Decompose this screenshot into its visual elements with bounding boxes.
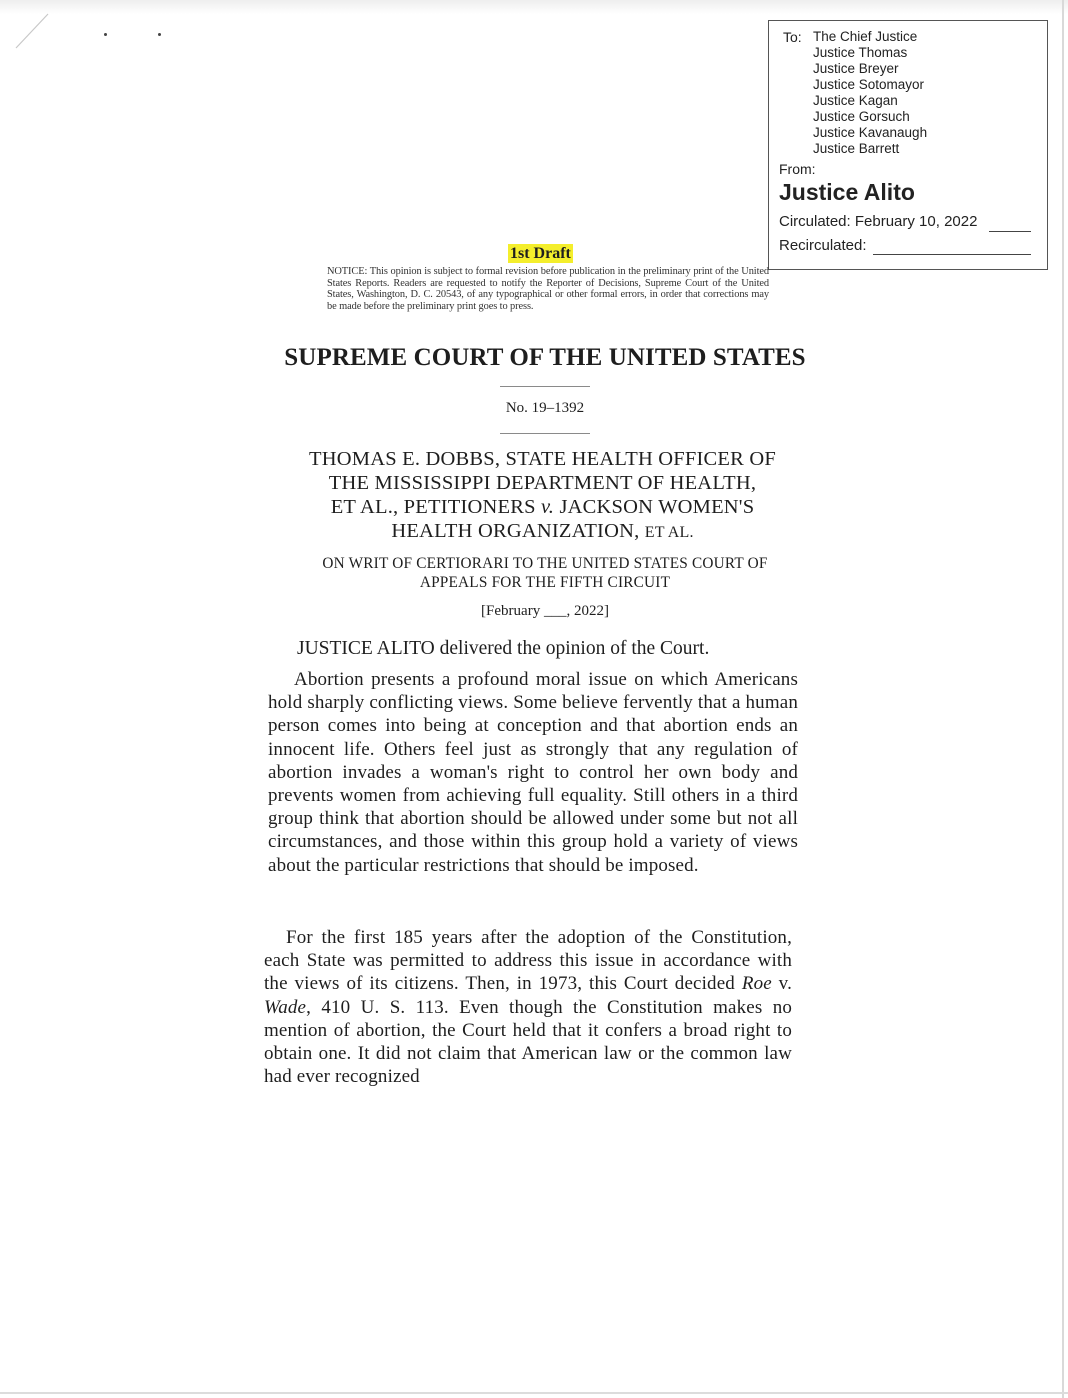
writ-line-2: APPEALS FOR THE FIFTH CIRCUIT: [419, 574, 671, 591]
divider-rule: [500, 386, 590, 387]
case-versus: v.: [778, 973, 792, 995]
recipient: Justice Thomas: [813, 45, 908, 60]
recipient: The Chief Justice: [813, 29, 918, 44]
draft-label: 1st Draft: [510, 245, 571, 262]
writ-line-1: ON WRIT OF CERTIORARI TO THE UNITED STATES COURT OF: [322, 555, 768, 572]
opinion-author-line: JUSTICE ALITO delivered the opinion of the Court.: [297, 638, 710, 659]
circulated-blank-line: [989, 231, 1031, 232]
scan-speck: [158, 33, 161, 36]
decision-date: [February ___, 2022]: [481, 603, 609, 619]
caption-versus: v.: [541, 496, 555, 518]
divider-rule: [500, 433, 590, 434]
recirculated-label: Recirculated:: [779, 237, 867, 254]
recipient: Justice Gorsuch: [813, 109, 910, 124]
case-name: Roe: [741, 973, 772, 995]
from-name: Justice Alito: [779, 179, 915, 205]
case-caption: [270, 447, 815, 545]
routing-box: [768, 20, 1048, 270]
to-label: To:: [783, 29, 802, 45]
case-name: Wade: [264, 996, 307, 1018]
writ-line: [250, 554, 840, 592]
recirculated-blank-line: [873, 254, 1031, 255]
scan-speck: [104, 33, 107, 36]
caption-line: JACKSON WOMEN'S: [559, 496, 755, 518]
recipient-list: [813, 29, 927, 157]
page-bottom-edge: [0, 1392, 1068, 1394]
court-title: SUPREME COURT OF THE UNITED STATES: [284, 344, 806, 371]
recipient: Justice Barrett: [813, 141, 900, 156]
circulated-date: Circulated: February 10, 2022: [779, 213, 978, 230]
page-top-shadow: [0, 0, 1068, 14]
recipient: Justice Kavanaugh: [813, 125, 928, 140]
opinion-paragraph: [264, 926, 792, 1088]
publication-notice: NOTICE: This opinion is subject to formal revision before publication in the preliminary print of the United States Reports. Readers are requested to notify the Reporter of Decisions, Supreme Court of the United States, Washington, D. C. 20543, of any typographical or other formal errors, in order that corrections may be made before the preliminary print goes to press.: [327, 266, 769, 312]
recipient: Justice Sotomayor: [813, 77, 925, 92]
caption-line: THOMAS E. DOBBS, STATE HEALTH OFFICER OF: [309, 448, 776, 470]
caption-line: THE MISSISSIPPI DEPARTMENT OF HEALTH,: [328, 472, 757, 494]
docket-number: No. 19–1392: [505, 400, 585, 416]
caption-line: ET AL., PETITIONERS: [330, 496, 536, 518]
caption-et-al: ET AL.: [644, 524, 694, 541]
opinion-paragraph: Abortion presents a profound moral issue on which Americans hold sharply conflicting views. Some believe fervently that a human person comes into being at conception and that abortion ends an innocent life. Others feel just as strongly that any regulation of abortion invades a woman's right to control her own body and prevents women from achieving full equality. Still others in a third group think that abortion should be allowed under some but not all circumstances, and those within this group hold a variety of views about the particular restrictions that should be imposed.: [268, 669, 798, 876]
from-label: From:: [779, 161, 816, 177]
recipient: Justice Breyer: [813, 61, 899, 76]
paragraph-text: , 410 U. S. 113. Even though the Constitution makes no mention of abortion, the Court held that it confers a broad right to obtain one. It did not claim that American law or the common law had ever recognized: [264, 996, 792, 1088]
recipient: Justice Kagan: [813, 93, 898, 108]
page-corner-crease: [14, 10, 54, 50]
paragraph-text: For the first 185 years after the adoption of the Constitution, each State was permitted to address this issue in accordance with the views of its citizens. Then, in 1973, this Court decided: [264, 927, 792, 995]
page-right-edge: [1062, 0, 1064, 1398]
caption-line: HEALTH ORGANIZATION,: [391, 520, 640, 542]
